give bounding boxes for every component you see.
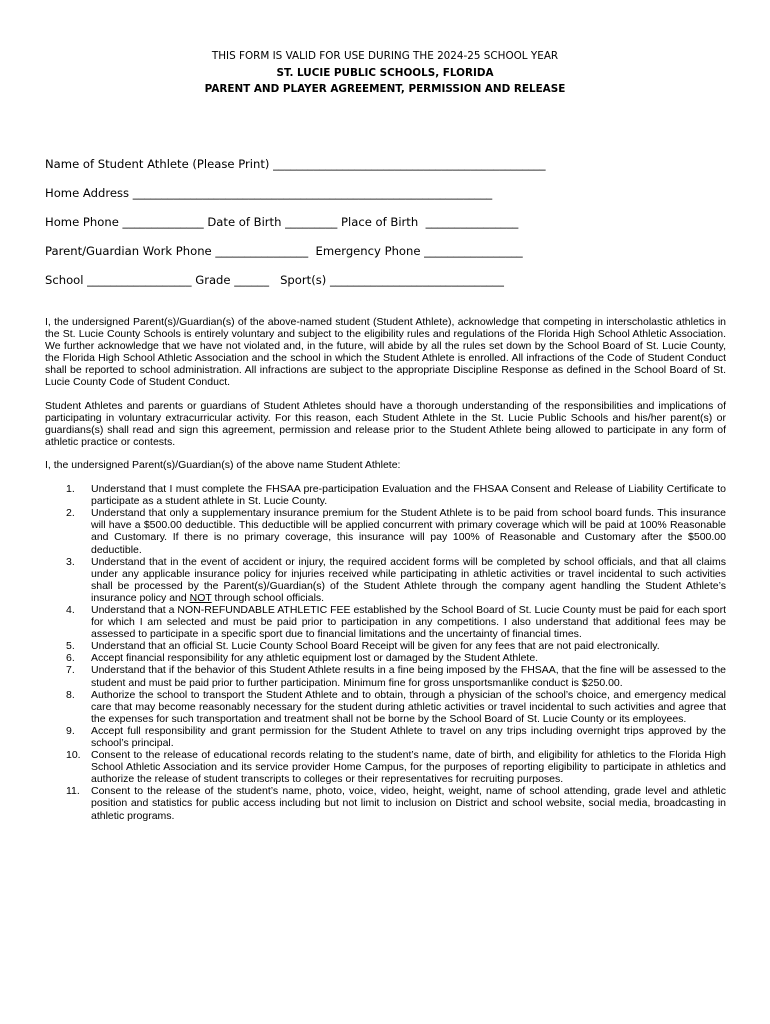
item-text-end: through school officials. <box>211 591 325 604</box>
item-text: Understand that in the event of accident or injury, the required accident forms will be completed by school officials, and that all claims under any applicable insurance policy for injuries received while participating in athletic activities or travel incidental to such activities shall be processed by the Parent(s)/Guardian(s) of the Student Athlete through the company agent handling the Student Athlete’s insurance policy and <box>91 555 726 604</box>
list-item <box>45 556 726 604</box>
item-emphasis: NOT <box>189 591 212 604</box>
list-item <box>45 604 726 640</box>
item-text: Consent to the release of educational records relating to the student’s name, date of birth, and eligibility for athletics to the Florida High School Athletic Association and its service provider Home Campus, for the purposes of reporting eligibility to participate in athletics and authorize the release of student transcripts to colleges or their representatives for recruiting purposes. <box>91 749 726 786</box>
list-item <box>45 483 726 507</box>
home-address-field[interactable]: Home Address ______________________________________________________________ <box>45 186 493 200</box>
district-title: ST. LUCIE PUBLIC SCHOOLS, FLORIDA <box>276 66 494 79</box>
acknowledgement-paragraph: I, the undersigned Parent(s)/Guardian(s) of the above-named student (Student Athlete), acknowledge that competing in interscholastic athletics in the St. Lucie County Schools is entirely voluntary and subject to the eligibility rules and regulations of the Florida High School Athletic Association. We further acknowledge that we have not violated and, in the future, will abide by all the rules set down by the School Board of St. Lucie County, the Florida High School Athletic Association and the school in which the Student Athlete is enrolled. All infractions of the Code of Student Conduct shall be reported to school administration. All infractions are subject to the appropriate Discipline Response as defined in the School Board of St. Lucie County Code of Student Conduct. <box>45 316 726 389</box>
item-text: Understand that an official St. Lucie County School Board Receipt will be given for any fees that are not paid electronically. <box>91 640 660 653</box>
item-number: 5. <box>66 640 75 653</box>
list-item <box>45 689 726 725</box>
form-header <box>0 48 770 98</box>
item-number: 7. <box>66 664 75 677</box>
item-number: 11. <box>66 785 80 798</box>
item-number: 8. <box>66 688 75 701</box>
list-item <box>45 749 726 785</box>
validity-notice: THIS FORM IS VALID FOR USE DURING THE 2024-25 SCHOOL YEAR <box>211 50 559 62</box>
list-item <box>45 652 726 664</box>
item-number: 2. <box>66 507 75 520</box>
item-number: 1. <box>66 483 75 496</box>
student-info-fields <box>45 156 735 301</box>
item-text: Understand that if the behavior of this Student Athlete results in a fine being imposed by the FHSAA, that the fine will be assessed to the student and must be paid prior to further participation. Minimum fine for gross unsportsmanlike conduct is $250.00. <box>91 664 726 689</box>
list-intro: I, the undersigned Parent(s)/Guardian(s) of the above name Student Athlete: <box>45 458 401 471</box>
item-number: 10. <box>66 749 81 762</box>
phone-birth-field[interactable]: Home Phone ______________ Date of Birth _________ Place of Birth ________________ <box>45 215 519 229</box>
item-number: 9. <box>66 724 75 737</box>
student-name-field[interactable]: Name of Student Athlete (Please Print) _______________________________________________ <box>45 157 546 171</box>
guardian-phone-field[interactable]: Parent/Guardian Work Phone ________________ Emergency Phone _________________ <box>45 244 523 258</box>
item-text: Authorize the school to transport the Student Athlete and to obtain, through a physician of the school’s choice, and emergency medical care that may become reasonably necessary for the student during athletic activities or travel incidental to such activities and agree that the expenses for such transportation and treatment shall not be borne by the School Board of St. Lucie County or its employees. <box>91 688 726 725</box>
responsibilities-paragraph: Student Athletes and parents or guardians of Student Athletes should have a thorough understanding of the responsibilities and implications of participating in voluntary extracurricular activity. For this reason, each Student Athlete in the St. Lucie Public Schools and his/her parent(s) or guardians(s) shall read and sign this agreement, permission and release prior to the Student Athlete being allowed to participate in any form of athletic practice or contests. <box>45 399 726 448</box>
item-text: Consent to the release of the student’s name, photo, voice, video, height, weight, name of school attending, grade level and athletic position and statistics for public access including but not limit to inclusion on District and school website, social media, broadcasting in athletic programs. <box>91 785 726 822</box>
list-item <box>45 725 726 749</box>
list-item <box>45 664 726 688</box>
list-item <box>45 785 726 821</box>
item-number: 3. <box>66 555 75 568</box>
school-grade-sport-field[interactable]: School __________________ Grade ______ Sport(s) ______________________________ <box>45 273 504 287</box>
list-item <box>45 507 726 555</box>
item-text: Understand that I must complete the FHSAA pre-participation Evaluation and the FHSAA Consent and Release of Liability Certificate to participate as a student athlete in St. Lucie County. <box>91 483 726 508</box>
item-text: Understand that a NON-REFUNDABLE ATHLETIC FEE established by the School Board of St. Lucie County must be paid for each sport for which I am selected and must be paid prior to participation in any competitions. I also understand that additional fees may be assessed to participate in a specific sport due to financial limitations and the uncertainty of financial times. <box>91 603 726 641</box>
item-number: 6. <box>66 652 75 665</box>
agreement-list <box>45 483 726 822</box>
item-text: Understand that only a supplementary insurance premium for the Student Athlete is to be paid from school board funds. This insurance will have a $500.00 deductible. This deductible will be applied concurrent with primary coverage which will be paid at 100% Reasonable and Customary. If there is no primary coverage, this insurance will pay 100% of Reasonable and Customary after the $500.00 deductible. <box>91 507 726 556</box>
item-text: Accept financial responsibility for any athletic equipment lost or damaged by the Student Athlete. <box>91 652 539 665</box>
agreement-body <box>45 316 726 822</box>
item-number: 4. <box>66 603 75 616</box>
list-item <box>45 640 726 652</box>
item-text: Accept full responsibility and grant permission for the Student Athlete to travel on any trips including overnight trips approved by the school’s principal. <box>91 724 726 749</box>
form-title: PARENT AND PLAYER AGREEMENT, PERMISSION AND RELEASE <box>204 83 566 95</box>
